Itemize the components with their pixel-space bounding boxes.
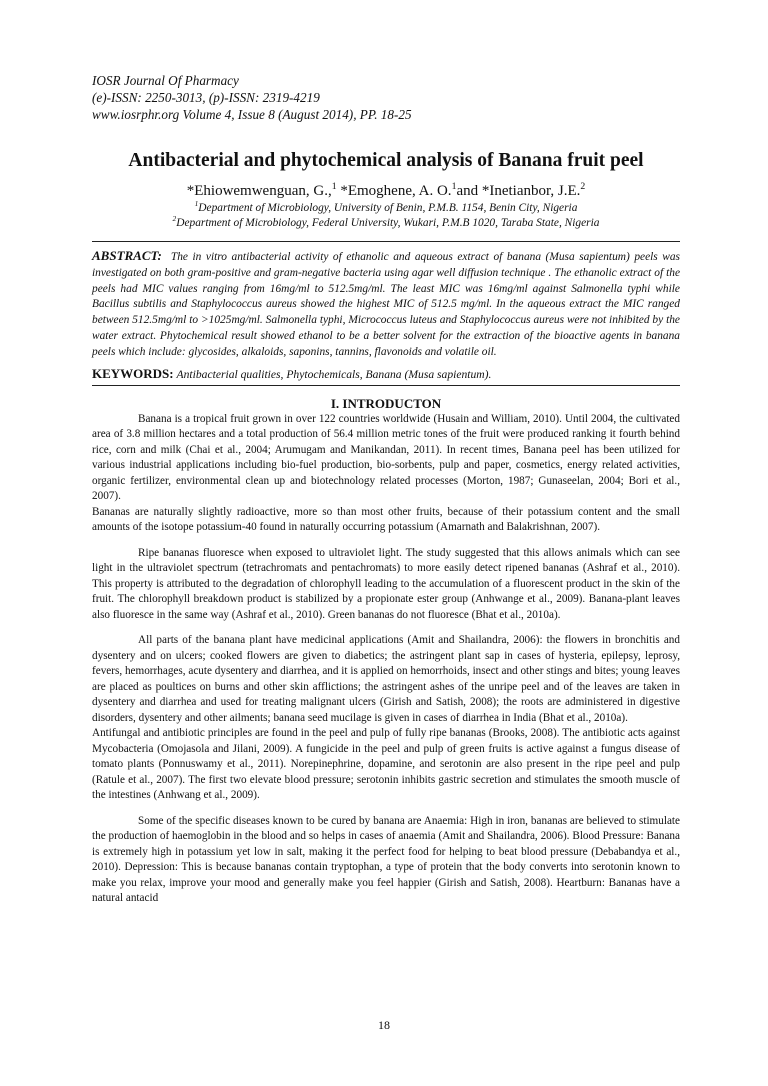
author-3-affil: 2	[580, 181, 586, 192]
author-1: *Ehiowemwenguan, G.,	[186, 183, 332, 199]
paragraph: Bananas are naturally slightly radioactive, more so than most other fruits, because of their potassium content and the small amounts of the isotope potassium-40 found in naturally occurring potassium (Amarnath and Balakrishnan, 2007).	[92, 505, 680, 534]
paper-title: Antibacterial and phytochemical analysis of Banana fruit peel	[128, 150, 644, 171]
paragraph: All parts of the banana plant have medicinal applications (Amit and Shailandra, 2006): the flowers in bronchitis and dysentery and on ulcers; cooked flowers are given to diabetics; the astringent plant sap in cases of hysteria, epilepsy, leprosy, fevers, hemorrhages, acute dysentery and diarrhea, and it is applied on hemorrhoids, insect and other stings and bites; young leaves are placed as poultices on burns and other skin afflictions; the astringent ashes of the unripe peel and of the leaves are taken in dysentery and diarrhea and used for treating malignant ulcers (Girish and Satish, 2008); the roots are administered in digestive disorders, dysentery and other ailments; banana seed mucilage is given in cases of diarrhea in India (Bhat et al., 2010a).	[92, 634, 680, 724]
abstract-divider	[92, 385, 680, 386]
author-2-affil: 1	[451, 181, 457, 192]
section-heading: I. INTRODUCTON	[330, 395, 442, 411]
author-1-affil: 1	[331, 181, 337, 192]
journal-volume-line: www.iosrphr.org Volume 4, Issue 8 (August 2014), PP. 18-25	[92, 107, 412, 122]
header-divider	[92, 241, 680, 242]
abstract-label: ABSTRACT:	[92, 248, 162, 263]
abstract-text: The in vitro antibacterial activity of ethanolic and aqueous extract of banana (Musa sapientum) peels was investigated on both gram-positive and gram-negative bacteria using agar well diffusion technique . The ethanolic extract of the peels had MIC values ranging from 16mg/ml to 512.5mg/ml. The least MIC was 16mg/ml against Salmonella typhi while Bacillus subtilis and Staphylococcus aureus showed the highest MIC of 512.5 mg/ml. In the aqueous extract the MIC ranged between 512.5mg/ml to >1025mg/ml. Salmonella typhi, Micrococcus luteus and Staphylococcus aureus were not inhibited by the water extract. Phytochemical result showed ethanol to be a better solvent for the extraction of the bioactive agents in banana peels which include: glycosides, alkaloids, saponins, tannins, flavonoids and volatile oil.	[92, 251, 680, 358]
body-text	[92, 412, 680, 907]
paragraph: Banana is a tropical fruit grown in over 122 countries worldwide (Husain and William, 2010). Until 2004, the cultivated area of 3.8 million hectares and a total production of 56.4 million metric tones of the fruit were produced ranking it fourth behind rice, corn and milk (Chai et al., 2004; Arumugam and Manikandan, 2011). In recent times, Banana peel has been utilized for various industrial applications including bio-fuel production, bio-sorbents, pulp and paper, cosmetics, energy related activities, organic fertilizer, environmental clean up and biotechnology related processes (Morton, 1987; Gunaseelan, 2004; Bori et al., 2007).	[92, 412, 680, 503]
paper-page	[92, 72, 680, 907]
paragraph: Some of the specific diseases known to be cured by banana are Anaemia: High in iron, bananas are believed to stimulate the production of haemoglobin in the blood and so helps in cases of anaemia (Amit and Shailandra, 2006). Blood Pressure: Banana is extremely high in potassium yet low in salt, making it the perfect food for helping to beat blood pressure (Debabandya et al., 2010). Depression: This is because bananas contain tryptophan, a type of protein that the body converts into serotonin known to make you relax, improve your mood and generally make you feel happier (Girish and Satish, 2008). Heartburn: Bananas have a natural antacid	[92, 814, 680, 905]
author-line	[92, 181, 680, 201]
abstract	[92, 248, 680, 361]
keywords	[92, 365, 680, 383]
keywords-text: Antibacterial qualities, Phytochemicals, Banana (Musa sapientum).	[176, 367, 492, 381]
keywords-label: KEYWORDS:	[92, 365, 174, 381]
author-2: *Emoghene, A. O.	[340, 183, 452, 199]
paragraph: Antifungal and antibiotic principles are found in the peel and pulp of fully ripe bananas (Brooks, 2008). The antibiotic acts against Mycobacteria (Omojasola and Jilani, 2009). A fungicide in the peel and pulp of green fruits is active against a fungus disease of tomato plants (Ponnuswamy et al., 2011). Norepinephrine, dopamine, and serotonin are also present in the ripe peel and pulp (Ratule et al., 2007). The first two elevate blood pressure; serotonin inhibits gastric secretion and stimulates the smooth muscle of the intestines (Anhwang et al., 2009).	[92, 727, 680, 802]
author-3: and *Inetianbor, J.E.	[456, 183, 581, 199]
journal-name: IOSR Journal Of Pharmacy	[92, 73, 239, 88]
affiliation-2: $^2$Department of Microbiology, Federal University, Wukari, P.M.B 1020, Taraba State, Nigeria	[172, 214, 600, 229]
page-number: 18	[378, 1018, 390, 1032]
journal-issn: (e)-ISSN: 2250-3013, (p)-ISSN: 2319-4219	[92, 90, 320, 105]
paragraph: Ripe bananas fluoresce when exposed to ultraviolet light. The study suggested that this allows animals which can see light in the ultraviolet spectrum (tetrachromats and pentachromats) to more easily detect ripened bananas (Ashraf et al., 2010). This property is attributed to the degradation of chlorophyll leading to the accumulation of a fluorescent product in the skin of the fruit. The chlorophyll breakdown product is stabilized by a propionate ester group (Anhwange et al., 2009). Banana-plant leaves also fluoresce in the same way (Ashraf et al., 2010). Green bananas do not fluoresce (Bhat et al., 2010a).	[92, 546, 680, 621]
affiliation-1: $^1$Department of Microbiology, University of Benin, P.M.B. 1154, Benin City, Nigeria	[194, 199, 578, 214]
